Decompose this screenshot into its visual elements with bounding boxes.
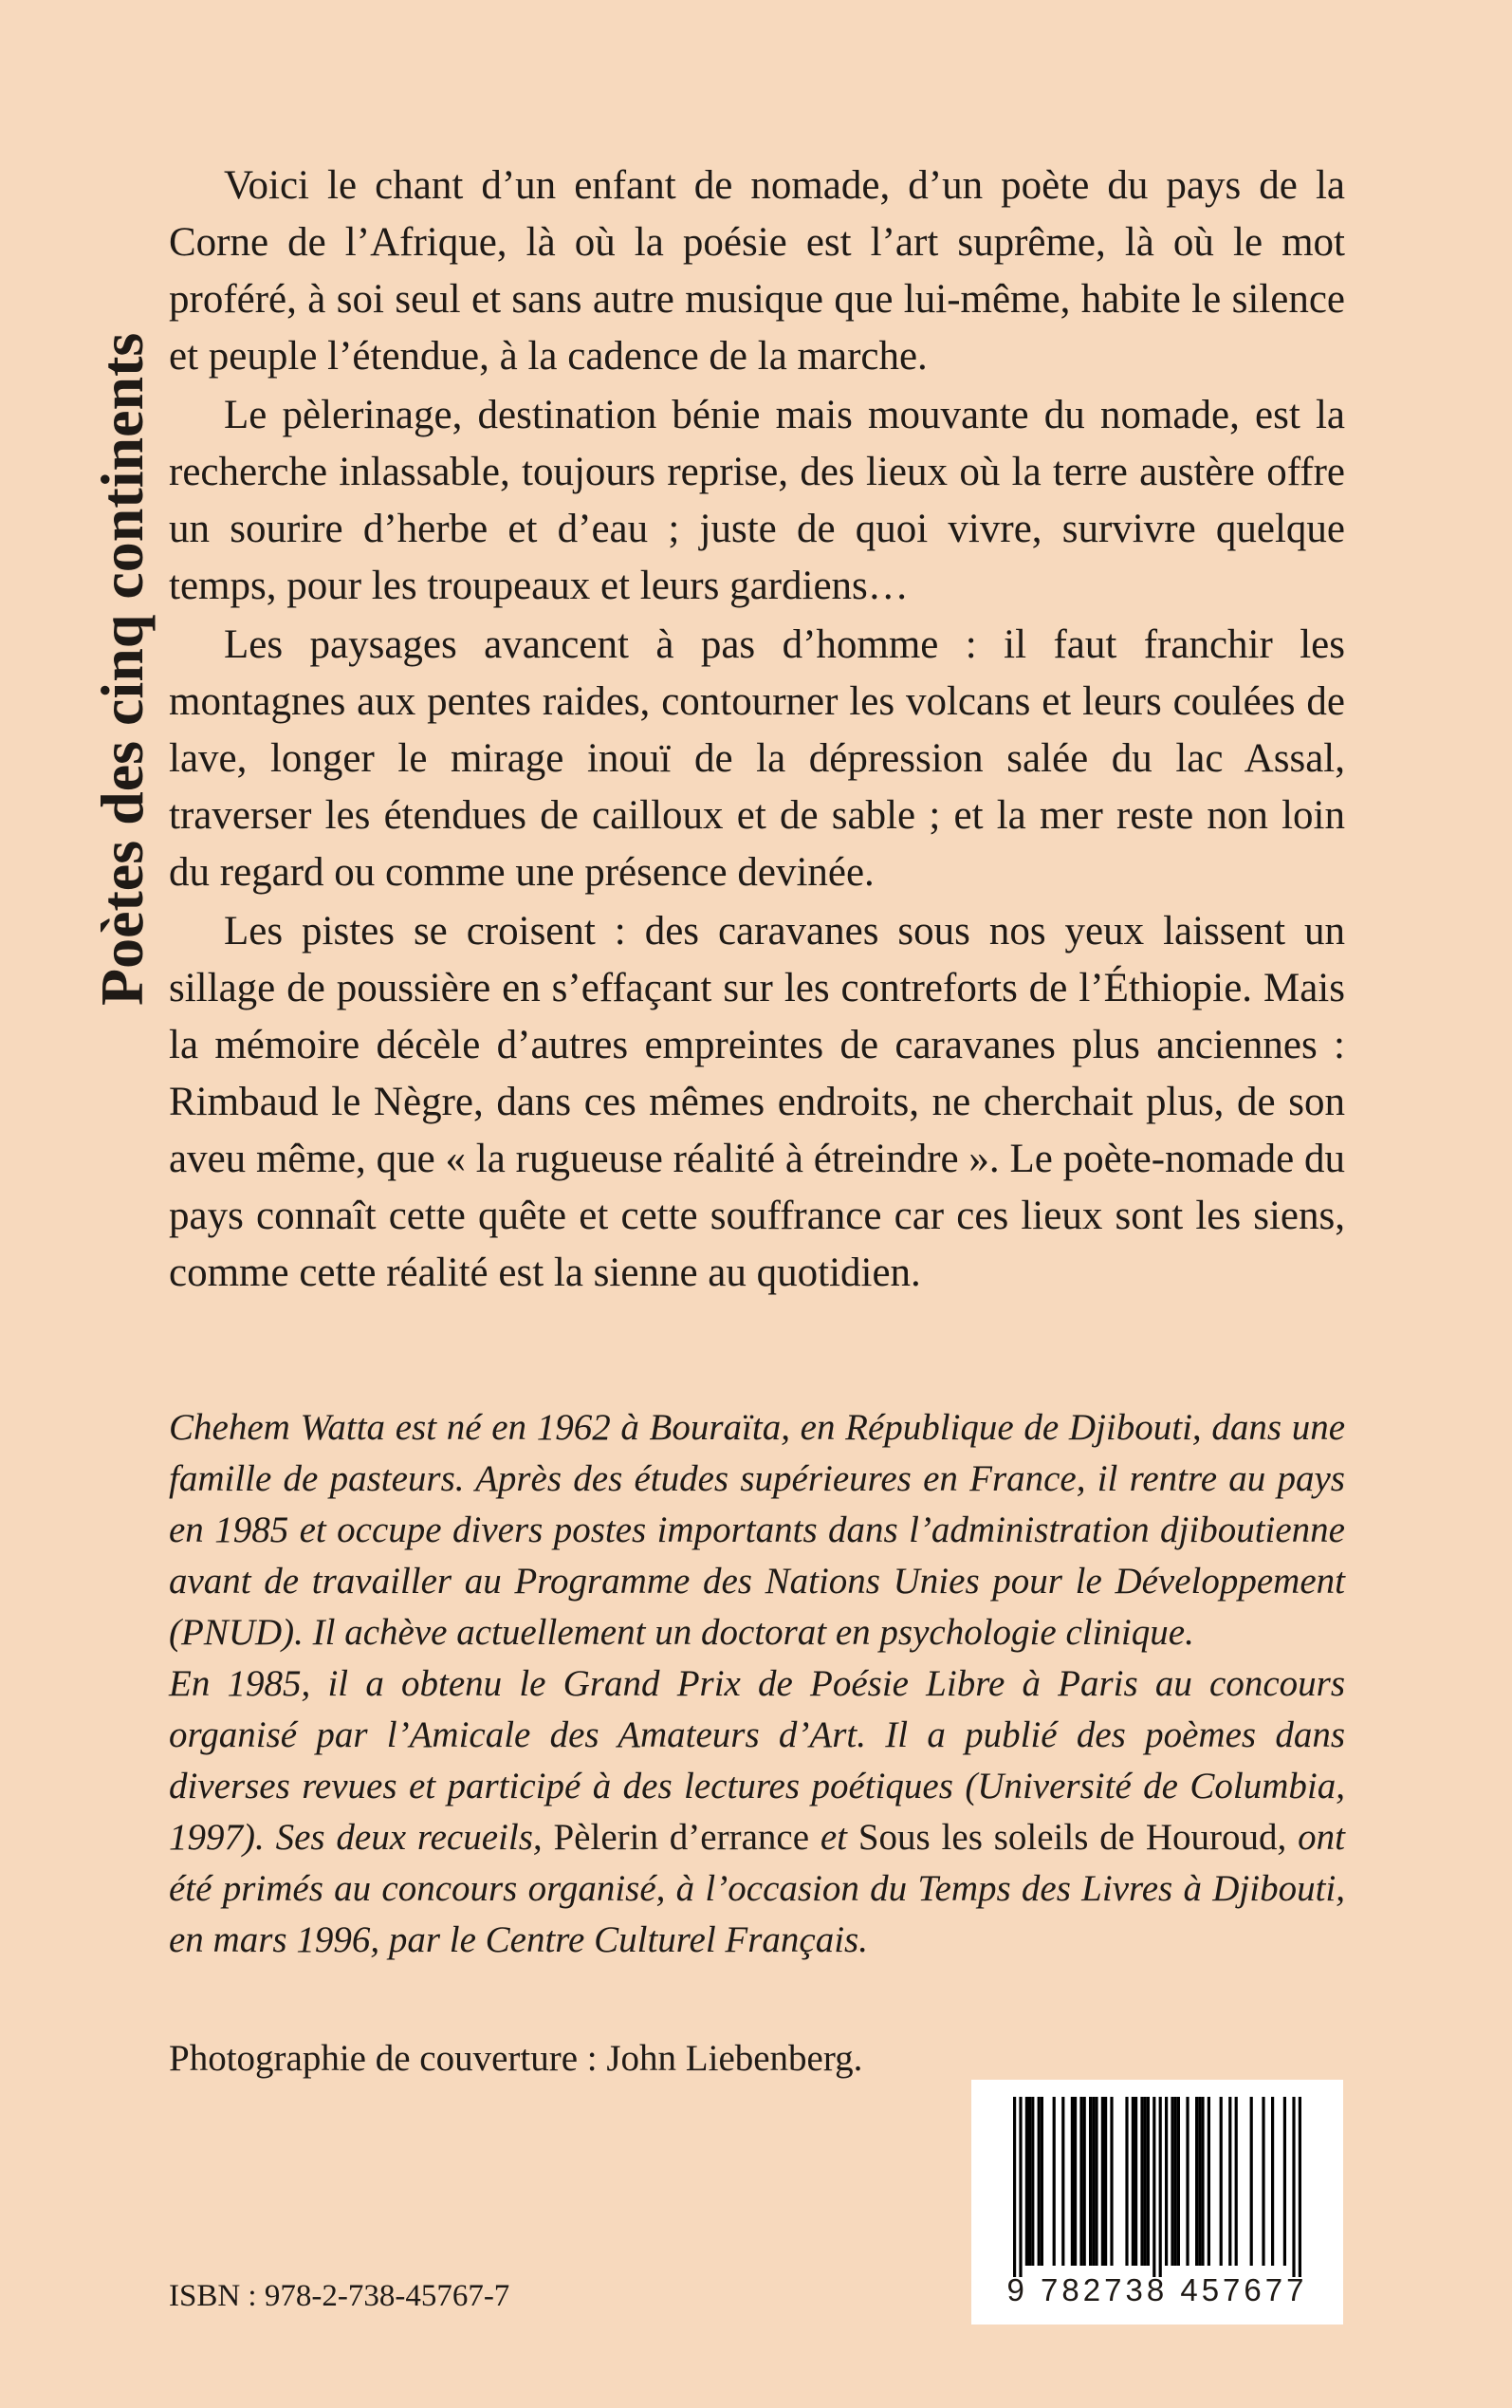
barcode-bar [1110,2097,1113,2266]
barcode-bar [1071,2097,1074,2266]
barcode-bar [1271,2097,1274,2266]
barcode-bar [1025,2097,1028,2266]
barcode-bar [1083,2097,1086,2266]
barcode-bar [1144,2097,1147,2266]
barcode-bar [1262,2097,1264,2266]
barcode-bar [1101,2097,1104,2266]
barcode-bar [1177,2097,1180,2266]
barcode-bar [1171,2097,1173,2266]
barcode-bar [1299,2097,1301,2277]
barcode-bar [1019,2097,1022,2277]
barcode-bar [1104,2097,1107,2266]
author-biography [169,1402,1345,1966]
barcode-bar [1235,2097,1238,2266]
barcode-bar [1061,2097,1064,2266]
barcode-bar [1198,2097,1201,2266]
barcode-bar [1095,2097,1097,2266]
back-cover-text [169,157,1345,1304]
book-title: Sous les soleils de Houroud [857,1817,1278,1858]
barcode-bar [1165,2097,1168,2266]
photo-credit: Photographie de couverture : John Liebenberg. [169,2038,863,2079]
barcode-bar [1147,2097,1150,2266]
paragraph: Voici le chant d’un enfant de nomade, d’un poète du pays de la Corne de l’Afrique, là où la poésie est l’art suprême, là où le mot proféré, à soi seul et sans autre musique que lui-même, habite le silence et peuple l’étendue, à la cadence de la marche. [169,163,1345,379]
barcode-bar [1250,2097,1253,2266]
paragraph: Les pistes se croisent : des caravanes sous nos yeux laissent un sillage de poussière en s’effaçant sur les contreforts de l’Éthiopie. Mais la mémoire décèle d’autres empreintes de caravanes plus anciennes : Rimbaud le Nègre, dans ces mêmes endroits, ne cherchait plus, de son aveu même, que « la rugueuse réalité à étreindre ». Le poète-nomade du pays connaît cette quête et cette souffrance car ces lieux sont les siens, comme cette réalité est la sienne au quotidien. [169,909,1345,1295]
barcode-bar [1283,2097,1286,2266]
barcode-bar [1152,2097,1155,2277]
barcode-bar [1228,2097,1231,2266]
barcode-bar [1174,2097,1177,2266]
book-title: Pèlerin d’errance [553,1817,809,1858]
barcode-bar [1292,2097,1295,2277]
paragraph: Les paysages avancent à pas d’homme : il faut franchir les montagnes aux pentes raides, contourner les volcans et leurs coulées de lave, longer le mirage inouï de la dépression salée du lac Assal, traverser les étendues de cailloux et de sable ; et la mer reste non loin du regard ou comme une présence devinée. [169,622,1345,895]
barcode-bar [1013,2097,1016,2277]
barcode-bar [1053,2097,1056,2266]
series-title: Poètes des cinq continents [88,332,156,1006]
barcode [971,2080,1343,2325]
bio-text: et [809,1817,858,1858]
bio-paragraph [169,1658,1345,1966]
barcode-digits: 9 782738 457677 [1006,2272,1308,2307]
barcode-bar [1201,2097,1204,2266]
barcode-bar [1125,2097,1128,2266]
bio-text: , ont été primés au concours organisé, à l’occasion du Temps des Livres à Djibouti, en mars 1996, par le Centre Culturel Français. [169,1817,1345,1960]
barcode-bar [1028,2097,1031,2266]
barcode-bar [1041,2097,1043,2266]
barcode-bar [1132,2097,1134,2266]
barcode-bar [1195,2097,1198,2266]
barcode-bar [1038,2097,1041,2266]
barcode-bar [1031,2097,1034,2266]
barcode-bar [1208,2097,1210,2266]
bio-paragraph: Chehem Watta est né en 1962 à Bouraïta, en République de Djibouti, dans une famille de pasteurs. Après des études supérieures en France, il rentre au pays en 1985 et occupe divers postes importants dans l’administration djiboutienne avant de travailler au Programme des Nations Unies pour le Développement (PNUD). Il achève actuellement un doctorat en psychologie clinique. [169,1407,1345,1653]
barcode-bar [1092,2097,1095,2266]
barcode-bar [1079,2097,1082,2266]
barcode-bar [1220,2097,1223,2266]
bio-text: En 1985, il a obtenu le Grand Prix de Poésie Libre à Paris au concours organisé par l’Amicale des Amateurs d’Art. Il a publié des poèmes dans diverses revues et participé à des lectures poétiques (Université de Columbia, 1997). Ses deux recueils, [169,1663,1345,1858]
barcode-bar [1134,2097,1137,2266]
isbn: ISBN : 978-2-738-45767-7 [169,2279,510,2313]
barcode-bar [1140,2097,1143,2266]
barcode-bar [1089,2097,1092,2266]
barcode-bar [1186,2097,1189,2266]
barcode-bar [1159,2097,1162,2277]
barcode-bar [1074,2097,1077,2266]
paragraph: Le pèlerinage, destination bénie mais mouvante du nomade, est la recherche inlassable, toujours reprise, des lieux où la terre austère offre un sourire d’herbe et d’eau ; juste de quoi vivre, survivre quelque temps, pour les troupeaux et leurs gardiens… [169,393,1345,608]
